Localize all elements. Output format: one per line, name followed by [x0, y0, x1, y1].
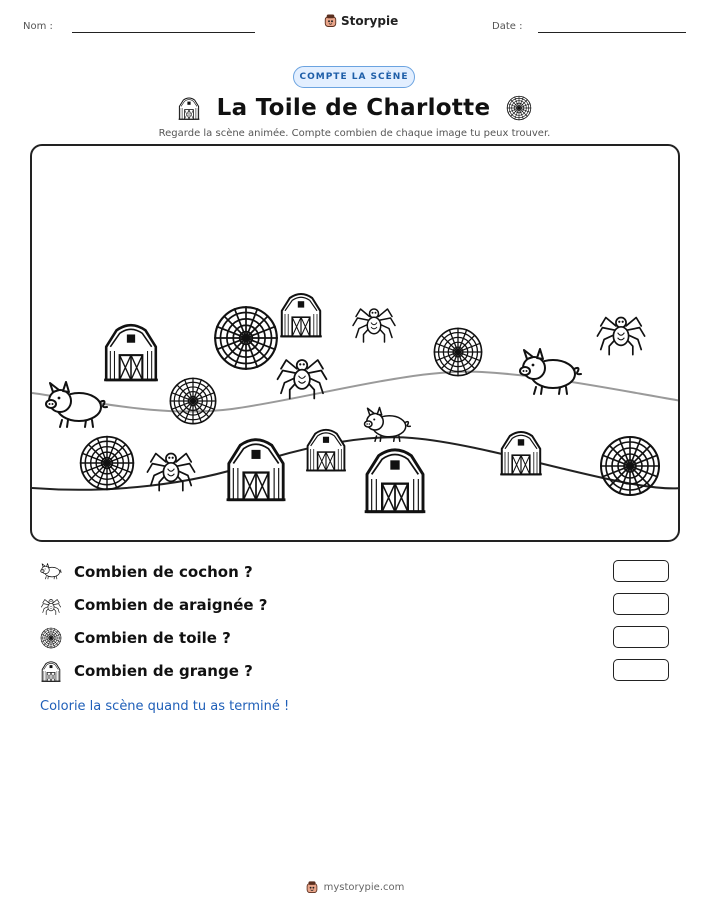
date-line[interactable] — [538, 32, 686, 33]
barn-icon — [177, 96, 201, 120]
question-text: Combien de grange ? — [74, 662, 253, 680]
pig-1 — [46, 382, 107, 427]
answer-box-pig[interactable] — [613, 560, 669, 582]
question-spider — [40, 593, 670, 619]
question-text: Combien de toile ? — [74, 629, 231, 647]
footer-url: mystorypie.com — [323, 881, 405, 893]
name-line[interactable] — [72, 32, 255, 33]
barn-2 — [280, 294, 322, 336]
pig-3 — [520, 349, 581, 394]
barn-3 — [227, 440, 286, 500]
spider-icon — [40, 594, 62, 616]
mascot-icon — [323, 13, 338, 28]
title-row — [0, 92, 709, 124]
brand-logo — [323, 13, 398, 28]
footer — [0, 880, 709, 894]
pig-icon — [40, 561, 62, 581]
web-icon — [506, 95, 532, 121]
answer-box-barn[interactable] — [613, 659, 669, 681]
barn-4 — [306, 430, 346, 471]
web-1 — [214, 306, 278, 370]
answer-box-web[interactable] — [613, 626, 669, 648]
barn-6 — [500, 432, 542, 474]
date-label: Date : — [492, 21, 523, 32]
mascot-icon — [305, 880, 319, 894]
closing-instruction: Colorie la scène quand tu as terminé ! — [40, 699, 290, 714]
spider-3 — [597, 318, 644, 355]
question-text: Combien de araignée ? — [74, 596, 268, 614]
barn-icon — [40, 660, 62, 682]
question-pig — [40, 560, 670, 586]
spider-1 — [353, 309, 395, 342]
question-text: Combien de cochon ? — [74, 563, 253, 581]
answer-box-spider[interactable] — [613, 593, 669, 615]
scene-frame — [30, 144, 680, 542]
page-title: La Toile de Charlotte — [216, 95, 491, 121]
web-4 — [80, 436, 134, 490]
web-icon — [40, 627, 62, 649]
instructions: Regarde la scène animée. Compte combien de chaque image tu peux trouver. — [158, 128, 551, 139]
web-5 — [600, 436, 660, 496]
question-barn — [40, 659, 670, 685]
barn-1 — [104, 325, 158, 380]
barn-5 — [365, 450, 426, 512]
pig-2 — [365, 408, 411, 442]
question-web — [40, 626, 670, 652]
web-2 — [170, 378, 217, 425]
brand-name: Storypie — [341, 13, 399, 28]
activity-badge: COMPTE LA SCÈNE — [293, 66, 415, 88]
web-3 — [434, 328, 483, 377]
counting-scene — [32, 146, 680, 542]
name-label: Nom : — [23, 21, 53, 32]
